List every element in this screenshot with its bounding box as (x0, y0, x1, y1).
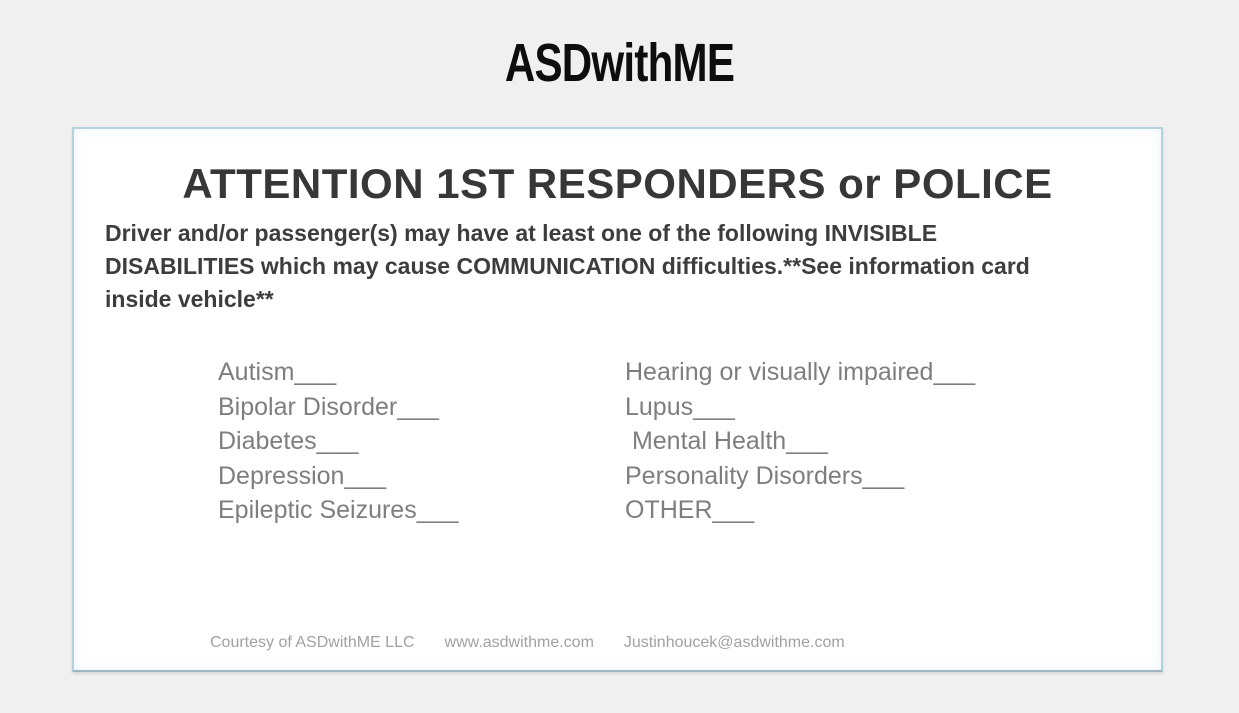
footer-email-text: Justinhoucek@asdwithme.com (623, 634, 845, 651)
card-heading: ATTENTION 1ST RESPONDERS or POLICE (182, 160, 1053, 207)
intro-line-3: inside vehicle** (105, 286, 274, 312)
footer-website-text: www.asdwithme.com (444, 634, 594, 651)
intro-line-1: Driver and/or passenger(s) may have at least one of the following INVISIBLE (105, 220, 938, 246)
card-intro (105, 217, 1101, 316)
checklist-item-mental-health: Mental Health___ (625, 427, 828, 455)
checklist-item-lupus: Lupus___ (625, 392, 735, 421)
checklist-item-other: OTHER___ (625, 496, 755, 524)
checklist-item-diabetes: Diabetes___ (218, 427, 359, 455)
checklist-item-bipolar-disorder: Bipolar Disorder___ (218, 392, 439, 421)
checklist-item-autism: Autism___ (218, 358, 337, 386)
checklist-item-depression: Depression___ (218, 461, 387, 490)
checklist-right-column (625, 355, 975, 528)
intro-line-2: DISABILITIES which may cause COMMUNICATION difficulties.**See information card (105, 253, 1030, 279)
responder-info-card (72, 127, 1163, 672)
footer-courtesy-text: Courtesy of ASDwithME LLC (210, 634, 415, 651)
card-footer (74, 634, 845, 652)
brand-title: ASDwithME (504, 33, 735, 93)
checklist-item-personality-disorders: Personality Disorders___ (625, 461, 905, 490)
disability-checklist (74, 355, 1161, 528)
checklist-item-epileptic-seizures: Epileptic Seizures___ (218, 496, 459, 524)
checklist-left-column (218, 355, 625, 528)
checklist-item-hearing-visually-impaired: Hearing or visually impaired___ (625, 358, 976, 386)
